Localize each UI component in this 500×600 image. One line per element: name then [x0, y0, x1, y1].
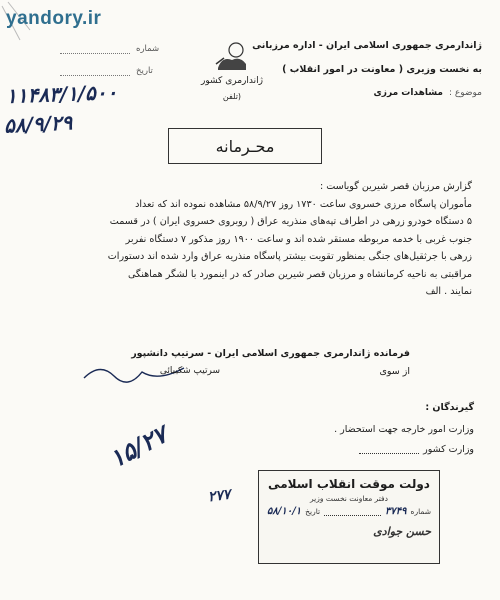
- signatory-from: از سوی: [379, 366, 410, 377]
- recipient-item: وزارت کشور: [423, 444, 474, 455]
- report-body: [52, 178, 472, 301]
- watermark-text: yandory.ir: [6, 8, 102, 29]
- handwritten-small-note: ۲۷۷: [206, 486, 232, 506]
- meta-date-row: [60, 66, 153, 76]
- handwritten-date: ۵۸/۹/۲۹: [3, 110, 73, 138]
- handwritten-margin-note: ۱۵/۲۷: [104, 419, 172, 474]
- received-stamp: [258, 470, 440, 564]
- stamp-number-value: ۳۷۴۹: [385, 506, 407, 517]
- stamp-date-value: ۵۸/۱۰/۱: [267, 506, 302, 517]
- stamp-dotted-line: [324, 507, 381, 516]
- org-name: ژاندارمری کشور: [201, 76, 263, 86]
- meta-date-label: تاریخ: [136, 66, 153, 76]
- stamp-title: دولت موقت انقلاب اسلامی: [268, 477, 430, 491]
- signatory-name: سرتیپ شکیبائی: [159, 366, 220, 376]
- classification-title: محـرمانه: [168, 128, 322, 164]
- body-line: زرهی با جرثقیل‌های جنگی بمنظور تقویت بیشتر پاسگاه منذریه عراق وارد شده اند دستورات: [107, 251, 472, 262]
- stamp-subtitle: دفتر معاونت نخست وزیر: [310, 494, 388, 503]
- handwritten-reference-number: ۱۱۴۸۳/۱/۵۰۰: [5, 80, 118, 108]
- body-line: مراقبتی به ناحیه کرمانشاه و مرزبان قصر شیرین صادر که در اینمورد با لشگر هماهنگی: [127, 268, 472, 280]
- stamp-number-row: [267, 506, 431, 517]
- subject-label: موضوع :: [448, 88, 482, 98]
- phone-label: (تلفن: [222, 92, 242, 101]
- recipient-item-row: [359, 444, 474, 455]
- body-line: مأموران پاسگاه مرزی خسروی ساعت ۱۷۳۰ روز ۵۸/۹/۲۷ مشاهده نموده اند که تعداد: [135, 198, 472, 210]
- recipient-line: به نخست وزیری ( معاونت در امور انقلاب ): [282, 64, 482, 75]
- stamp-handwritten-note: حسن جوادی: [373, 525, 431, 538]
- subject-row: [232, 88, 482, 98]
- body-line: گزارش مرزبان قصر شیرین گویاست :: [319, 181, 472, 192]
- body-line: نمایند . الف: [425, 286, 472, 297]
- department-line: ژاندارمری جمهوری اسلامی ایران - اداره مرزبانی: [252, 40, 482, 51]
- meta-number-line: [60, 45, 130, 54]
- recipient-dotted-line: [359, 444, 419, 454]
- meta-date-line: [60, 67, 130, 76]
- body-line: ۵ دستگاه خودرو زرهی در اطراف تپه‌های منذریه عراق ( روبروی خسروی ایران ) در قسمت: [109, 216, 472, 227]
- subject-value: مشاهدات مرزی: [373, 88, 443, 98]
- stamp-date-label: تاریخ: [305, 507, 321, 516]
- meta-number-label: شماره: [136, 44, 160, 54]
- body-line: جنوب غربی با خدمه مربوطه مستقر شده اند و ساعت ۱۹۰۰ روز مذکور ۷ دستگاه نفربر: [125, 233, 472, 245]
- stamp-number-label: شماره: [410, 507, 431, 516]
- recipient-item: وزارت امور خارجه جهت استحضار .: [334, 424, 474, 435]
- signatory-line: فرمانده ژاندارمری جمهوری اسلامی ایران - سرتیپ دانشپور: [131, 348, 410, 359]
- recipients-heading: گیرندگان :: [425, 402, 474, 413]
- meta-number-row: [60, 44, 159, 54]
